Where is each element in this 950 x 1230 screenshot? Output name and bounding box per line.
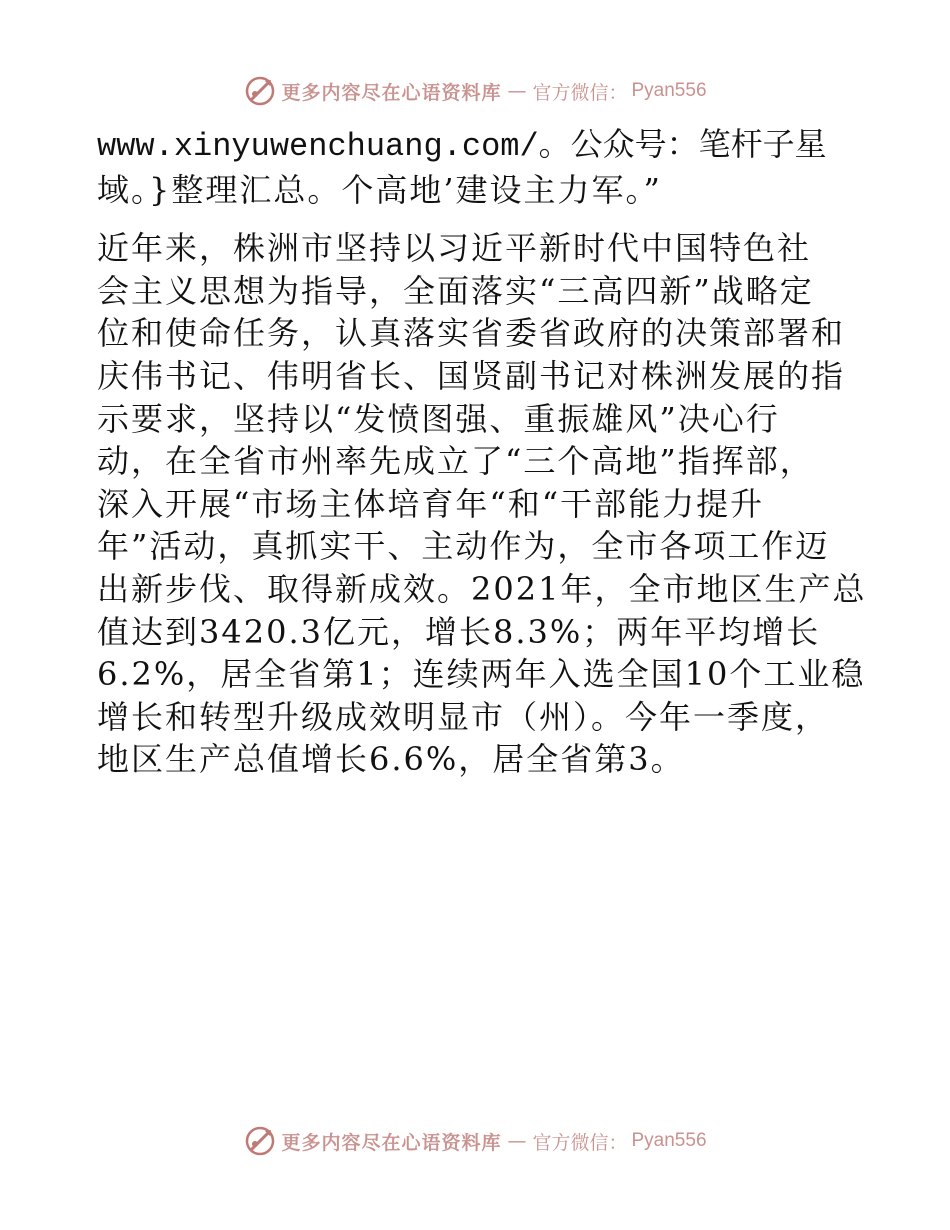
banner-account: Pyan556: [631, 80, 707, 101]
text-line: 会主义思想为指导，全面落实“三高四新”战略定: [97, 271, 814, 310]
footer-watermark-banner: [0, 1124, 950, 1158]
text-line: 近年来，株洲市坚持以习近平新时代中国特色社: [97, 229, 812, 268]
text-line: 值达到3420.3亿元，增长8.3%；两年平均增长: [97, 612, 821, 651]
text-line: 示要求，坚持以“发愤图强、重振雄风”决心行: [97, 399, 780, 438]
banner-label: 官方微信：: [532, 81, 628, 104]
text-line: 动，在全省市州率先成立了“三个高地”指挥部，: [97, 442, 814, 481]
banner-label: 官方微信：: [532, 1131, 628, 1154]
text-line: 出新步伐、取得新成效。2021年，全市地区生产总: [97, 569, 867, 608]
text-line: 位和使命任务，认真落实省委省政府的决策部署和: [97, 314, 846, 353]
text-line: www.xinyuwenchuang.com/。公众号：笔杆子星: [97, 128, 827, 165]
brush-logo-icon: [243, 74, 277, 108]
text-line: 深入开展“市场主体培育年“和“干部能力提升: [97, 484, 765, 523]
text-line: 6.2%，居全省第1；连续两年入选全国10个工业稳: [97, 655, 866, 694]
text-line: 域。}整理汇总。个高地’建设主力军。”: [97, 170, 662, 209]
header-watermark-banner: [0, 74, 950, 108]
text-line: 地区生产总值增长6.6%，居全省第3。: [97, 740, 685, 779]
intro-paragraph: [97, 126, 857, 211]
text-line: 庆伟书记、伟明省长、国贤副书记对株洲发展的指: [97, 356, 846, 395]
text-line: 年”活动，真抓实干、主动作为，全市各项工作迈: [97, 527, 830, 566]
banner-dash: —: [507, 80, 527, 102]
banner-main-text: 更多内容尽在心语资料库: [281, 81, 502, 104]
text-line: 增长和转型升级成效明显市（州）。今年一季度，: [97, 697, 830, 736]
banner-account: Pyan556: [631, 1130, 707, 1151]
banner-dash: —: [507, 1130, 527, 1152]
document-body: [97, 126, 867, 781]
main-paragraph: [97, 227, 867, 781]
banner-main-text: 更多内容尽在心语资料库: [281, 1131, 502, 1154]
brush-logo-icon: [243, 1124, 277, 1158]
